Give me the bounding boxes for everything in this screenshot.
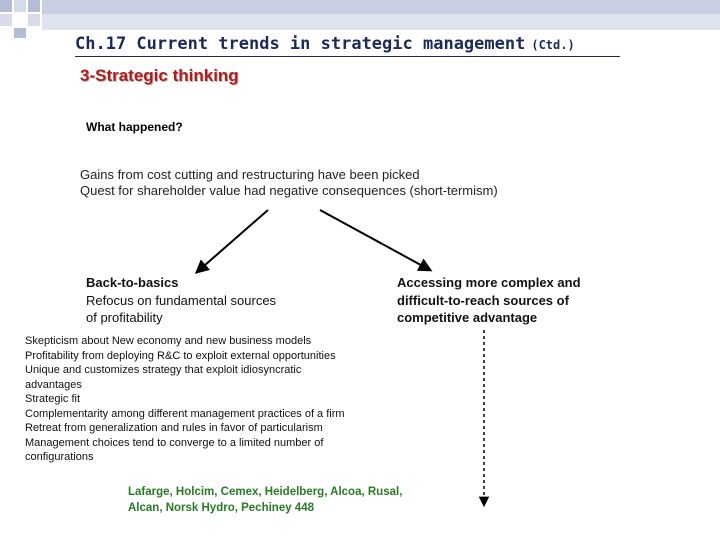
branch-line: difficult-to-reach sources of [397, 292, 569, 308]
slide-subtitle: 3-Strategic thinking [80, 66, 239, 85]
complex-sources-branch [397, 274, 581, 327]
list-item: configurations [25, 451, 94, 463]
branch-line: Accessing more complex and [397, 275, 581, 290]
right-arrow [320, 210, 430, 270]
list-item: Retreat from generalization and rules in favor of particularism [25, 422, 323, 434]
list-item: Skepticism about New economy and new business models [25, 335, 312, 347]
gains-line: Quest for shareholder value had negative consequences (short-termism) [80, 183, 498, 198]
list-item: Strategic fit [25, 393, 81, 405]
branch-line: Refocus on fundamental sources [86, 292, 277, 308]
list-item: Management choices tend to converge to a limited number of [25, 436, 324, 449]
companies-line: Lafarge, Holcim, Cemex, Heidelberg, Alcoa, Rusal, [128, 486, 403, 498]
branch-line: competitive advantage [397, 310, 538, 325]
branch-heading: Back-to-basics [86, 275, 179, 290]
consequences-list [25, 334, 385, 465]
list-item: Unique and customizes strategy that exploit idiosyncratic [25, 364, 302, 376]
gains-line: Gains from cost cutting and restructuring have been picked [80, 167, 420, 182]
list-item: advantages [25, 378, 82, 391]
list-item: Profitability from deploying R&C to exploit external opportunities [25, 349, 336, 362]
title-suffix: (Ctd.) [531, 38, 575, 52]
companies-list [128, 484, 402, 516]
companies-line: Alcan, Norsk Hydro, Pechiney 448 [128, 502, 314, 514]
title-text: Ch.17 Current trends in strategic management [75, 34, 526, 54]
left-arrow [197, 210, 268, 272]
branch-line: of profitability [86, 310, 163, 325]
question-text: What happened? [86, 120, 183, 134]
back-to-basics-branch [86, 274, 276, 327]
list-item: Complementarity among different management practices of a firm [25, 407, 345, 420]
